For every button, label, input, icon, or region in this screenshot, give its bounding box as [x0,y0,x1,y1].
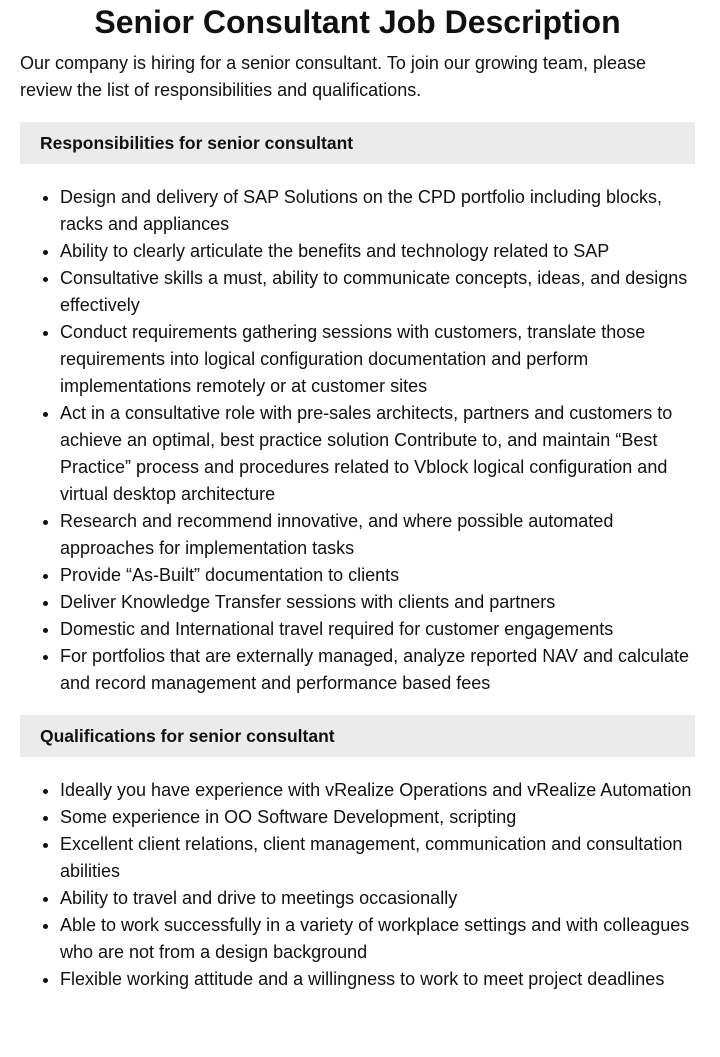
page-title: Senior Consultant Job Description [94,4,621,40]
list-item: • Ideally you have experience with vRealize Operations and vRealize Automation [60,777,695,804]
list-item: • Deliver Knowledge Transfer sessions with clients and partners [60,589,695,616]
list-item: • Conduct requirements gathering sessions with customers, translate those requirements into logical configuration documentation and perform implementations remotely or at customer sites [60,319,695,400]
list-item: • Consultative skills a must, ability to communicate concepts, ideas, and designs effectively [60,265,695,319]
list-item: • Some experience in OO Software Development, scripting [60,804,695,831]
list-item: • Domestic and International travel required for customer engagements [60,616,695,643]
responsibilities-list [20,184,695,697]
intro-text: Our company is hiring for a senior consultant. To join our growing team, please review the list of responsibilities and qualifications. [20,53,646,100]
list-item: • Ability to travel and drive to meetings occasionally [60,885,695,912]
list-item: • Provide “As-Built” documentation to clients [60,562,695,589]
list-item: • Ability to clearly articulate the benefits and technology related to SAP [60,238,695,265]
list-item: • For portfolios that are externally managed, analyze reported NAV and calculate and record management and performance based fees [60,643,695,697]
qualifications-list [20,777,695,993]
qualifications-heading: Qualifications for senior consultant [20,715,695,757]
list-item: • Able to work successfully in a variety of workplace settings and with colleagues who are not from a design background [60,912,695,966]
list-item: • Flexible working attitude and a willingness to work to meet project deadlines [60,966,695,993]
list-item: • Excellent client relations, client management, communication and consultation abilities [60,831,695,885]
list-item: • Research and recommend innovative, and where possible automated approaches for implementation tasks [60,508,695,562]
list-item: • Act in a consultative role with pre-sales architects, partners and customers to achieve an optimal, best practice solution Contribute to, and maintain “Best Practice” process and procedures related to Vblock logical configuration and virtual desktop architecture [60,400,695,508]
list-item: • Design and delivery of SAP Solutions on the CPD portfolio including blocks, racks and appliances [60,184,695,238]
responsibilities-heading: Responsibilities for senior consultant [20,122,695,164]
